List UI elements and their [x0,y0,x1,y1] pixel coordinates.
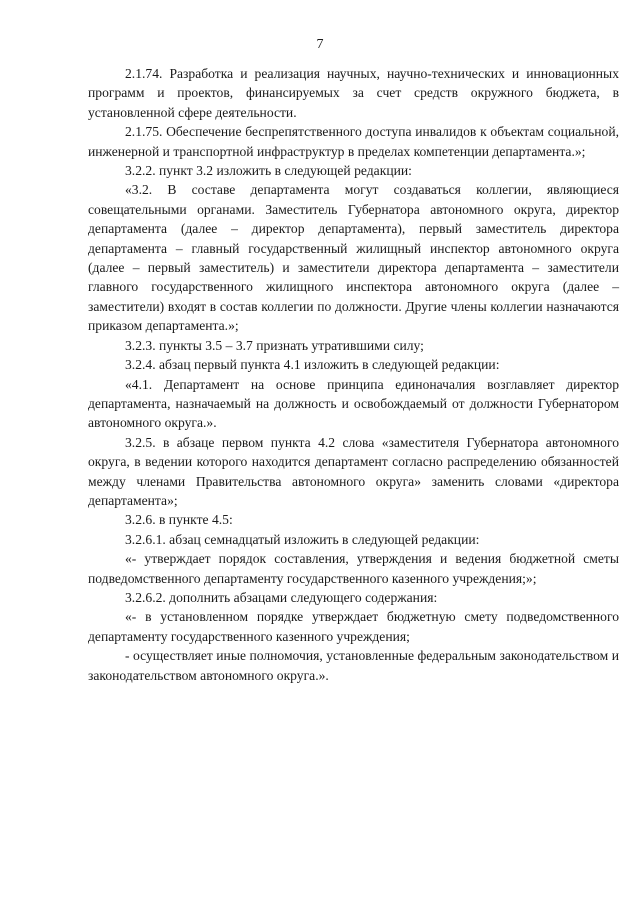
paragraph-3-2-6: 3.2.6. в пункте 4.5: [125,512,233,528]
paragraph-quote-3-2: «3.2. В составе департамента могут создаваться коллегии, являющиеся совещательными органами. Заместитель Губернатора автономного округа, директор департамента (далее – директор департамента), первый заместитель директора департамента – главный государственный жилищный инспектор автономного округа (далее – первый заместитель) и заместители директора департамента – заместители главного государственного жилищного инспектора автономного округа (далее – заместители) входят в состав коллегии по должности. Другие члены коллегии назначаются приказом департамента.»; [88,182,619,334]
paragraph-3-2-6-2: 3.2.6.2. дополнить абзацами следующего содержания: [125,589,438,605]
paragraph-2-1-74: 2.1.74. Разработка и реализация научных, научно-технических и инновационных программ и проектов, финансируемых за счет средств окружного бюджета, в установленной сфере деятельности. [88,66,619,120]
document-body [88,64,619,685]
paragraph-2-1-75: 2.1.75. Обеспечение беспрепятственного доступа инвалидов к объектам социальной, инженерной и транспортной инфраструктур в пределах компетенции департамента.»; [88,124,619,159]
paragraph-quote-approve-estimate: «- в установленном порядке утверждает бюджетную смету подведомственного департаменту государственного казенного учреждения; [88,609,619,644]
paragraph-other-powers: - осуществляет иные полномочия, установленные федеральным законодательством и законодательством автономного округа.». [88,648,619,683]
paragraph-3-2-5: 3.2.5. в абзаце первом пункта 4.2 слова «заместителя Губернатора автономного округа, в ведении которого находится департамент согласно распределению обязанностей между членами Правительства автономного округа» заменить словами «директора департамента»; [88,434,619,508]
paragraph-3-2-6-1: 3.2.6.1. абзац семнадцатый изложить в следующей редакции: [125,531,480,547]
paragraph-quote-budget-estimate: «- утверждает порядок составления, утверждения и ведения бюджетной сметы подведомственного департаменту государственного казенного учреждения;»; [88,551,619,586]
paragraph-3-2-3: 3.2.3. пункты 3.5 – 3.7 признать утратившими силу; [125,337,424,353]
paragraph-quote-4-1: «4.1. Департамент на основе принципа единоначалия возглавляет директор департамента, назначаемый на должность и освобождаемый от должности Губернатором автономного округа.». [88,376,619,431]
page-number: 7 [316,37,324,52]
paragraph-3-2-4: 3.2.4. абзац первый пункта 4.1 изложить в следующей редакции: [125,357,500,373]
paragraph-3-2-2: 3.2.2. пункт 3.2 изложить в следующей редакции: [125,163,412,179]
